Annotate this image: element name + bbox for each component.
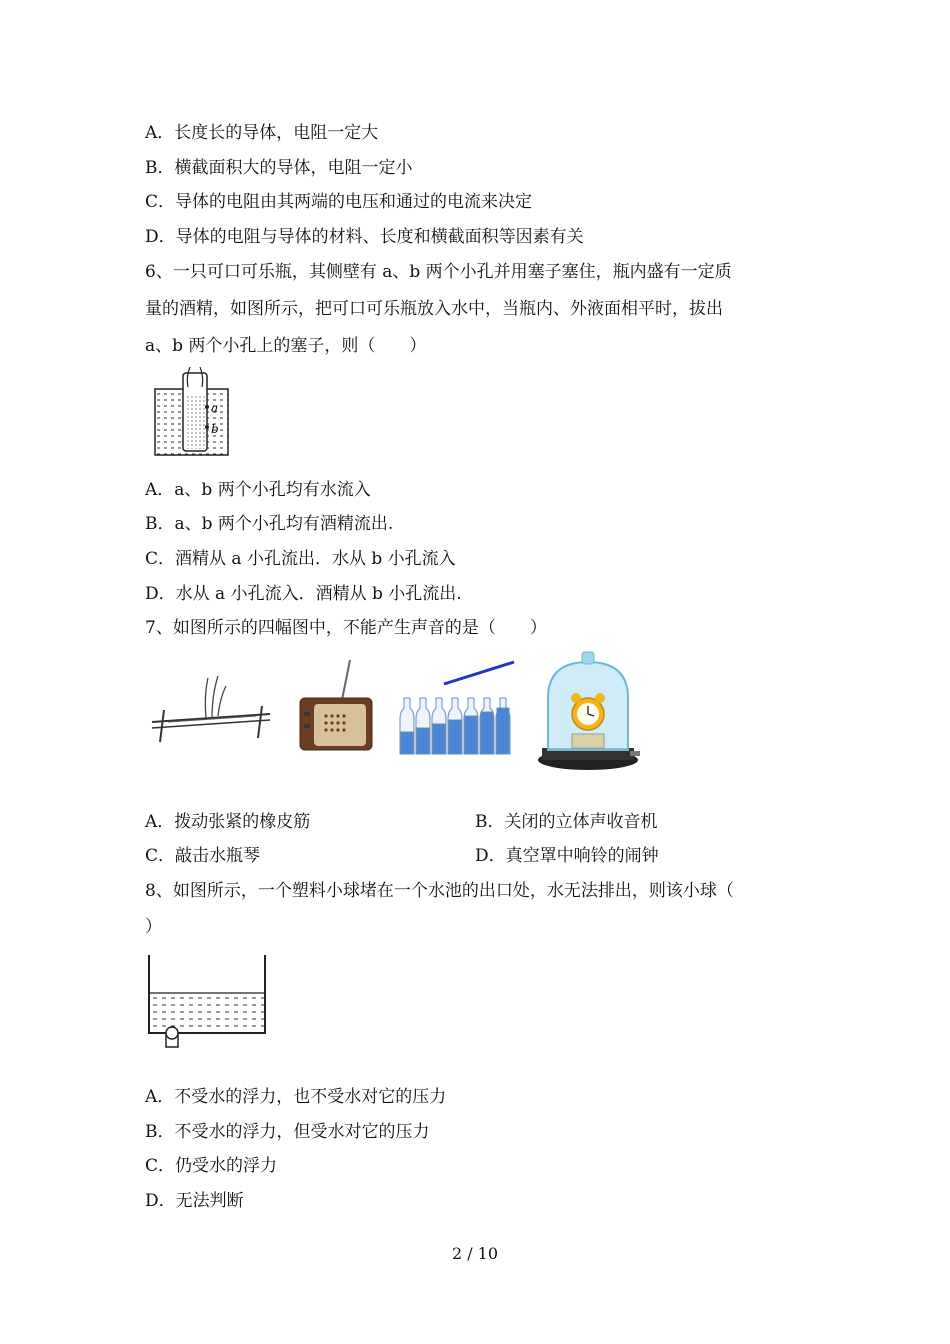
q8-stem-line-1: 8、如图所示，一个塑料小球堵在一个水池的出口处，水无法排出，则该小球（ [145,881,734,901]
q8-option-c: C．仍受水的浮力 [145,1156,278,1176]
q6-option-b: B．a、b 两个小孔均有酒精流出. [145,514,394,534]
q6-option-c: C．酒精从 a 小孔流出．水从 b 小孔流入 [145,549,456,569]
hole-a [205,405,209,409]
page-number: 2 / 10 [451,1244,499,1263]
hole-b [205,425,209,429]
q6-stem-line-2: 量的酒精，如图所示，把可口可乐瓶放入水中，当瓶内、外液面相平时，拔出 [145,299,723,319]
label-b: b [211,422,219,436]
q7-stem: 7、如图所示的四幅图中，不能产生声音的是（ ） [145,618,547,638]
label-a: a [211,401,219,415]
q7-option-d: D．真空罩中响铃的闹钟 [475,846,659,866]
q7-option-a: A．拨动张紧的橡皮筋 [145,812,311,832]
rubber-band-figure [148,670,276,746]
q8-option-d: D．无法判断 [145,1191,244,1211]
alcohol [185,395,205,449]
hand-icon [205,676,226,718]
plastic-ball [166,1027,178,1039]
pool-figure [143,953,273,1051]
radio-figure [296,658,376,753]
q8-option-a: A．不受水的浮力，也不受水对它的压力 [145,1087,447,1107]
q6-stem-line-1: 6、一只可口可乐瓶，其侧壁有 a、b 两个小孔并用塞子塞住，瓶内盛有一定质 [145,262,732,282]
striker-stick [444,662,514,684]
q8-option-b: B．不受水的浮力，但受水对它的压力 [145,1122,430,1142]
q7-option-c: C．敲击水瓶琴 [145,846,261,866]
bell-jar-figure [534,648,642,774]
q5-option-b: B．横截面积大的导体，电阻一定小 [145,158,413,178]
water-bottles-figure [398,658,520,758]
q6-option-a: A．a、b 两个小孔均有水流入 [145,480,371,500]
q5-option-a: A．长度长的导体，电阻一定大 [145,123,379,143]
q5-option-c: C．导体的电阻由其两端的电压和通过的电流来决定 [145,192,533,212]
pool-water [149,993,265,1033]
q8-stem-line-2: ） [145,917,162,937]
q6-stem-line-3: a、b 两个小孔上的塞子，则（ ） [145,336,427,356]
q5-option-d: D．导体的电阻与导体的材料、长度和横截面积等因素有关 [145,227,584,247]
q7-option-b: B．关闭的立体声收音机 [475,812,658,832]
q6-option-d: D．水从 a 小孔流入．酒精从 b 小孔流出. [145,584,462,604]
q6-bottle-figure [150,367,235,462]
